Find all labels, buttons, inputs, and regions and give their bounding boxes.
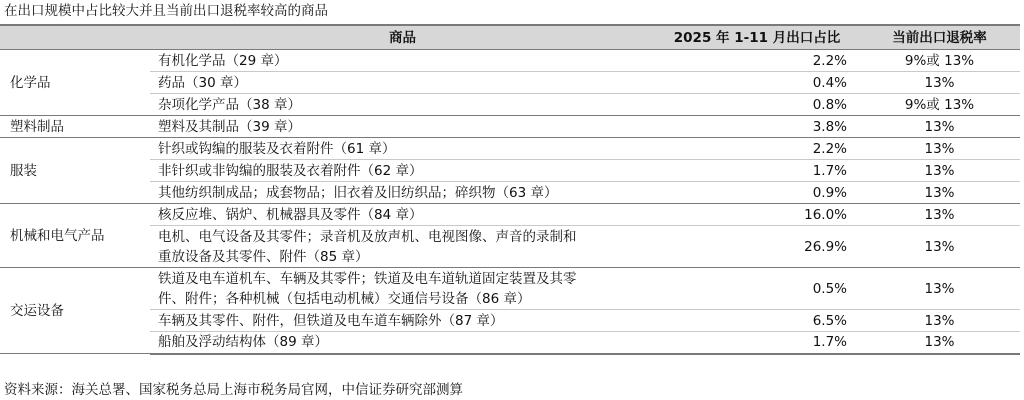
rebate-cell: 13%: [859, 72, 1020, 94]
product-cell: 塑料及其制品（39 章）: [150, 116, 655, 138]
header-category: [0, 25, 150, 50]
rebate-cell: 9%或 13%: [859, 50, 1020, 72]
share-cell: 2.2%: [655, 138, 859, 160]
category-cell: 化学品: [0, 50, 150, 116]
share-cell: 3.8%: [655, 116, 859, 138]
product-line-2: 件、附件；各种机械（包括电动机械）交通信号设备（86 章）: [158, 290, 531, 307]
rebate-cell: 13%: [859, 226, 1020, 268]
header-share: 2025 年 1-11 月出口占比: [655, 25, 859, 50]
rebate-cell: 13%: [859, 332, 1020, 354]
table-row: [0, 72, 1020, 94]
table-row: [0, 138, 1020, 160]
category-cell: 交运设备: [0, 268, 150, 354]
share-cell: 0.8%: [655, 94, 859, 116]
header-rebate: 当前出口退税率: [859, 25, 1020, 50]
rebate-cell: 13%: [859, 204, 1020, 226]
rebate-cell: 13%: [859, 182, 1020, 204]
table-row: [0, 268, 1020, 310]
product-line-1: 电机、电气设备及其零件；录音机及放声机、电视图像、声音的录制和: [158, 228, 577, 245]
rebate-cell: 13%: [859, 160, 1020, 182]
table-row: [0, 94, 1020, 116]
header-product: 商品: [150, 25, 655, 50]
share-cell: 0.4%: [655, 72, 859, 94]
share-cell: 0.9%: [655, 182, 859, 204]
share-cell: 1.7%: [655, 160, 859, 182]
category-cell: 机械和电气产品: [0, 204, 150, 268]
product-cell: 其他纺织制成品；成套物品；旧衣着及旧纺织品；碎织物（63 章）: [150, 182, 655, 204]
share-cell: 16.0%: [655, 204, 859, 226]
product-cell: 非针织或非钩编的服装及衣着附件（62 章）: [150, 160, 655, 182]
table-row: [0, 310, 1020, 332]
table-row: [0, 182, 1020, 204]
product-cell: 船舶及浮动结构体（89 章）: [150, 332, 655, 354]
product-line-1: 铁道及电车道机车、车辆及其零件；铁道及电车道轨道固定装置及其零: [158, 270, 577, 287]
table-row: [0, 160, 1020, 182]
category-cell: 塑料制品: [0, 116, 150, 138]
table-row: [0, 226, 1020, 268]
table-title: 在出口规模中占比较大并且当前出口退税率较高的商品: [4, 3, 328, 19]
table-row: [0, 332, 1020, 354]
rebate-cell: 13%: [859, 310, 1020, 332]
table-row: [0, 50, 1020, 72]
source-note: 资料来源：海关总署、国家税务总局上海市税务局官网，中信证券研究部测算: [4, 382, 463, 398]
product-cell: 杂项化学产品（38 章）: [150, 94, 655, 116]
rebate-cell: 13%: [859, 268, 1020, 310]
product-cell: 核反应堆、锅炉、机械器具及零件（84 章）: [150, 204, 655, 226]
share-cell: 1.7%: [655, 332, 859, 354]
rebate-cell: 13%: [859, 138, 1020, 160]
rebate-cell: 13%: [859, 116, 1020, 138]
table-row: [0, 116, 1020, 138]
product-cell: [150, 268, 655, 310]
share-cell: 0.5%: [655, 268, 859, 310]
product-cell: 针织或钩编的服装及衣着附件（61 章）: [150, 138, 655, 160]
category-cell: 服装: [0, 138, 150, 204]
product-cell: 药品（30 章）: [150, 72, 655, 94]
share-cell: 26.9%: [655, 226, 859, 268]
rebate-cell: 9%或 13%: [859, 94, 1020, 116]
share-cell: 6.5%: [655, 310, 859, 332]
product-cell: 有机化学品（29 章）: [150, 50, 655, 72]
product-line-2: 重放设备及其零件、附件（85 章）: [158, 248, 369, 265]
export-rebate-table: [0, 24, 1020, 355]
table-row: [0, 204, 1020, 226]
header-row: [0, 25, 1020, 50]
product-cell: [150, 226, 655, 268]
share-cell: 2.2%: [655, 50, 859, 72]
product-cell: 车辆及其零件、附件，但铁道及电车道车辆除外（87 章）: [150, 310, 655, 332]
